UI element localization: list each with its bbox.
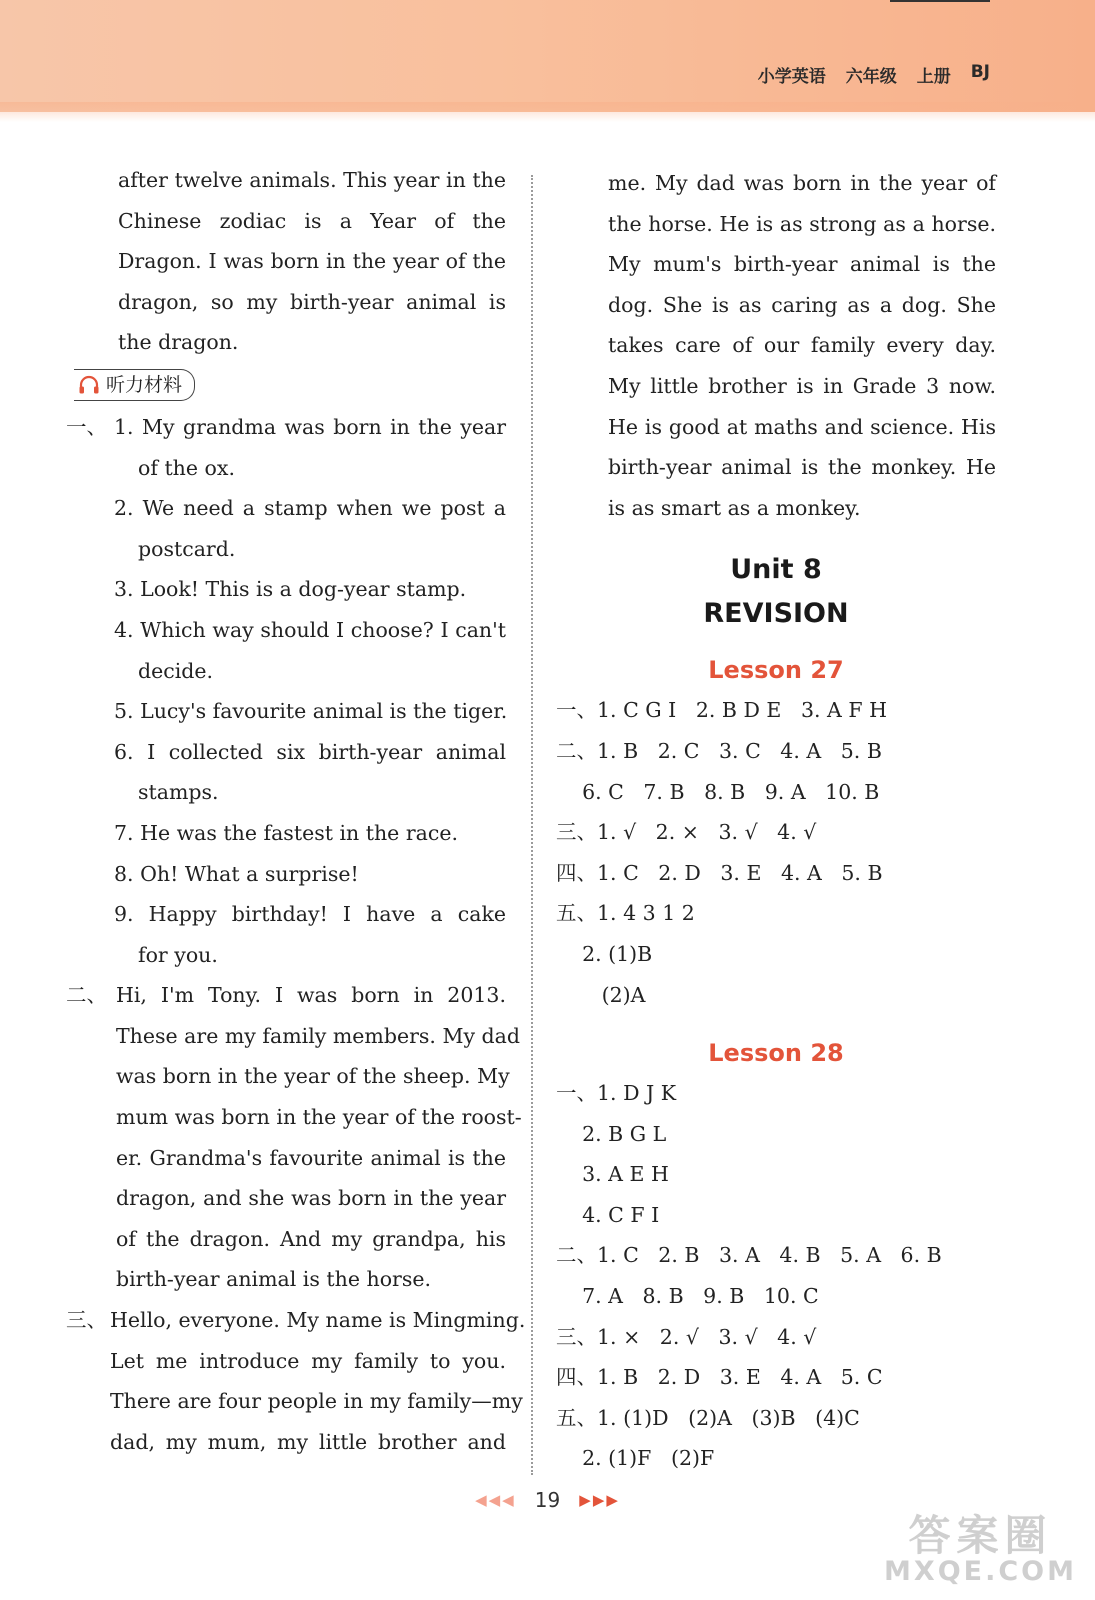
listening-tag-label: 听力材料 [106,373,183,396]
listening-item-cont: decide. [138,658,214,683]
listening-item-cont: stamps. [138,780,219,805]
text-line: dragon, and she was born in the year [116,1186,506,1211]
answer-line: 五、1. (1)D (2)A (3)B (4)C [556,1405,860,1430]
header-info [758,62,990,87]
section-marker: 一、 [66,414,107,439]
listening-item: 4. Which way should I choose? I can't [114,617,506,642]
listening-item: 1. My grandma was born in the year [114,414,506,439]
headphones-icon [78,375,100,395]
listening-item-cont: postcard. [138,536,236,561]
listening-item-cont: of the ox. [138,455,235,480]
section-marker: 三、 [66,1308,107,1333]
text-line: dragon, so my birth-year animal is [118,289,506,314]
answer-line: 4. C F I [556,1202,660,1227]
listening-tag-row [66,363,506,407]
text-line: Dragon. I was born in the year of the [118,249,506,274]
text-line: of the dragon. And my grandpa, his [116,1226,506,1251]
answer-line: 7. A 8. B 9. B 10. C [556,1284,819,1309]
watermark-text: 答案圈 [908,1510,1053,1560]
left-column [66,160,526,1462]
text-line: dad, my mum, my little brother and [110,1429,506,1454]
answer-line: 一、1. D J K [556,1081,677,1106]
text-line: My little brother is in Grade 3 now. [608,373,996,398]
next-page-arrows[interactable]: ▶▶▶ [579,1491,620,1509]
answer-line: 四、1. B 2. D 3. E 4. A 5. C [556,1365,883,1390]
prev-page-arrows[interactable]: ◀◀◀ [475,1491,516,1509]
listening-item: 2. We need a stamp when we post a [114,496,506,521]
header-band [0,0,1095,112]
text-line: the horse. He is as strong as a horse. [608,211,996,236]
answer-line: 一、1. C G I 2. B D E 3. A F H [556,698,887,723]
section-3 [66,1300,526,1462]
text-line: the dragon. [118,330,239,355]
grade-label: 六年级 [845,67,897,87]
answer-line: 五、1. 4 3 1 2 [556,901,695,926]
right-continuation [556,163,996,528]
section-2 [66,975,522,1300]
left-continuation [66,160,506,363]
text-line: mum was born in the year of the roost- [116,1105,522,1130]
lesson-27-title: Lesson 27 [708,656,844,685]
text-line: dog. She is as caring as a dog. She [608,292,996,317]
answer-line: 2. (1)B [556,941,653,966]
right-column [556,163,996,1479]
answer-line: 3. A E H [556,1162,669,1187]
footer-nav [0,1488,1095,1512]
answer-line: 6. C 7. B 8. B 9. A 10. B [556,779,880,804]
answer-line: 四、1. C 2. D 3. E 4. A 5. B [556,860,883,885]
listening-item: 6. I collected six birth-year animal [114,739,506,764]
subject-label: 小学英语 [757,67,826,87]
listening-item: 8. Oh! What a surprise! [114,861,359,886]
answer-line: 2. B G L [556,1121,667,1146]
answer-line: 二、1. C 2. B 3. A 4. B 5. A 6. B [556,1243,942,1268]
watermark [884,1510,1077,1587]
text-line: er. Grandma's favourite animal is the [116,1145,506,1170]
text-line: He is good at maths and science. His [608,414,996,439]
listening-item-cont: for you. [138,942,218,967]
answer-line: 二、1. B 2. C 3. C 4. A 5. B [556,738,882,763]
answer-line: 2. (1)F (2)F [556,1446,715,1471]
listening-item: 9. Happy birthday! I have a cake [114,902,506,927]
header-rule [890,0,990,2]
text-line: takes care of our family every day. [608,333,996,358]
section-1 [66,407,506,975]
listening-item: 7. He was the fastest in the race. [114,820,458,845]
listening-tag [74,369,195,401]
text-line: Hello, everyone. My name is Mingming. [110,1308,526,1333]
text-line: There are four people in my family—my [110,1389,523,1414]
text-line: was born in the year of the sheep. My [116,1064,510,1089]
text-line: me. My dad was born in the year of [608,171,996,195]
text-line: birth-year animal is the horse. [116,1267,432,1292]
lesson-28-title: Lesson 28 [708,1039,844,1068]
answer-line: (2)A [556,982,646,1007]
answer-line: 三、1. × 2. √ 3. √ 4. √ [556,1324,817,1349]
lesson-28-answers [556,1073,996,1479]
text-line: Hi, I'm Tony. I was born in 2013. [116,983,506,1008]
answer-line: 三、1. √ 2. × 3. √ 4. √ [556,820,817,845]
column-divider [531,175,533,1475]
text-line: birth-year animal is the monkey. He [608,455,996,480]
edition-label: BJ [970,62,990,82]
text-line: after twelve animals. This year in the [118,168,506,192]
page-number: 19 [534,1488,561,1512]
watermark-url: MXQE.COM [884,1555,1077,1587]
volume-label: 上册 [916,67,951,87]
text-line: is as smart as a monkey. [608,495,861,520]
text-line: These are my family members. My dad [116,1023,521,1048]
text-line: Let me introduce my family to you. [110,1348,506,1373]
lesson-27-answers [556,690,996,1015]
text-line: My mum's birth-year animal is the [608,252,996,277]
listening-item: 5. Lucy's favourite animal is the tiger. [114,699,508,724]
section-marker: 二、 [66,983,107,1008]
unit-title: Unit 8 [730,554,822,586]
text-line: Chinese zodiac is a Year of the [118,208,506,233]
unit-subtitle: REVISION [703,598,849,630]
listening-item: 3. Look! This is a dog-year stamp. [114,577,467,602]
